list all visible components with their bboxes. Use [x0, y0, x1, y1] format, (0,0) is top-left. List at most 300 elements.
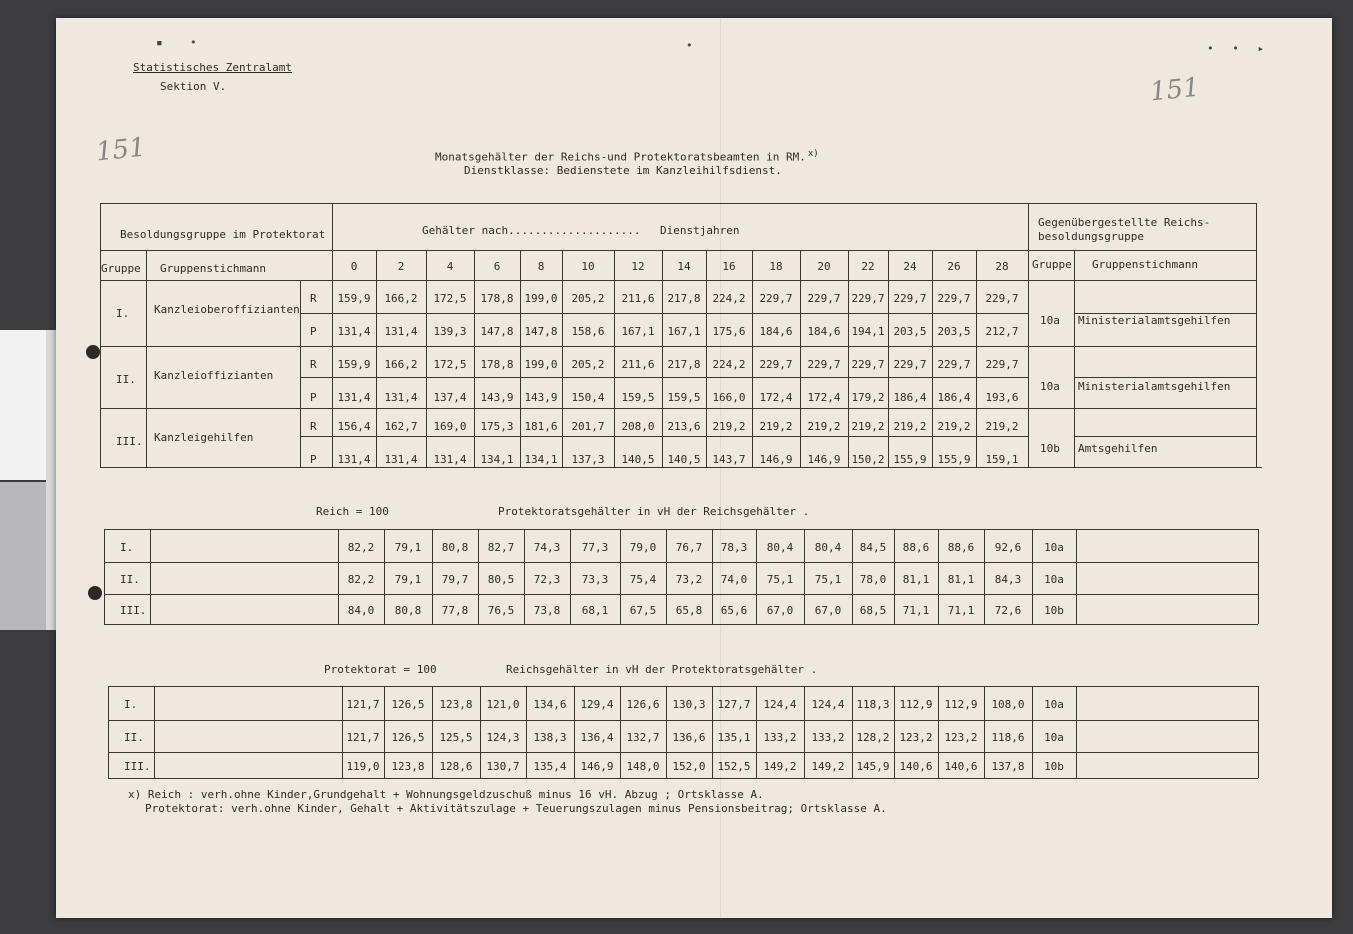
percent-cell: 152,0: [672, 760, 706, 773]
year-header: 8: [537, 260, 545, 273]
percent-cell: 132,7: [626, 731, 660, 744]
table1-header-rule: [100, 250, 1256, 251]
table3-rule: [108, 686, 1258, 687]
percent-cell: 123,8: [391, 760, 425, 773]
salary-cell: 213,6: [667, 420, 701, 433]
percent-cell: 80,8: [441, 540, 469, 554]
salary-cell: 158,6: [571, 325, 605, 338]
table1-salary-header: Gehälter nach....................: [422, 224, 641, 237]
salary-cell: 159,9: [337, 358, 371, 371]
percent-cell: 146,9: [580, 760, 614, 773]
percent-cell: 65,6: [720, 604, 748, 617]
group-name: Kanzleigehilfen: [154, 431, 254, 444]
percent-cell: 80,5: [487, 573, 515, 586]
table3-label: Protektorat = 100: [324, 663, 437, 676]
percent-cell: 140,6: [944, 760, 978, 773]
salary-cell: 159,5: [667, 391, 701, 404]
percent-cell: 135,1: [717, 731, 751, 744]
percent-cell: 129,4: [580, 698, 614, 711]
salary-cell: 224,2: [712, 292, 746, 305]
table1-col-rule: [520, 250, 521, 467]
salary-cell: 219,2: [807, 420, 841, 433]
salary-cell: 229,7: [937, 292, 971, 305]
table2-rule: [104, 624, 1258, 625]
salary-cell: 199,0: [524, 358, 558, 371]
table1-col-rule: [662, 250, 663, 467]
percent-cell: 121,7: [346, 731, 380, 744]
row-label-p: P: [310, 325, 317, 338]
salary-cell: 131,4: [337, 453, 371, 466]
salary-cell: 134,1: [480, 453, 514, 466]
document-subtitle: Dienstklasse: Bedienstete im Kanzleihilfsdienst.: [464, 164, 782, 177]
table2-col-rule: [524, 529, 525, 624]
row-number: I.: [120, 540, 134, 554]
percent-cell: 136,4: [580, 731, 614, 744]
punch-hole-top: [86, 345, 100, 359]
salary-cell: 229,7: [759, 358, 793, 371]
percent-cell: 75,1: [766, 573, 794, 586]
percent-cell: 75,4: [629, 573, 657, 586]
table3-col-rule: [480, 686, 481, 778]
salary-cell: 211,6: [621, 358, 655, 371]
salary-cell: 134,1: [524, 453, 558, 466]
salary-cell: 159,5: [621, 391, 655, 404]
table3-col-rule: [804, 686, 805, 778]
salary-cell: 184,6: [807, 325, 841, 338]
salary-cell: 178,8: [480, 358, 514, 371]
salary-cell: 172,4: [807, 391, 841, 404]
table1-col-rule: [976, 250, 977, 467]
percent-cell: 137,8: [991, 760, 1025, 773]
row-number: III.: [124, 760, 151, 773]
row-label-r: R: [310, 420, 317, 433]
table2-rule: [104, 529, 1258, 530]
group-name: Kanzleioberoffizianten: [154, 303, 300, 316]
percent-cell: 78,0: [859, 573, 887, 586]
table2-col-rule: [894, 529, 895, 624]
salary-cell: 147,8: [480, 325, 514, 338]
salary-cell: 172,4: [759, 391, 793, 404]
percent-cell: 73,3: [581, 573, 609, 586]
year-header: 10: [581, 260, 595, 273]
table1-col-rule: [614, 250, 615, 467]
reich-group: 10a: [1044, 540, 1064, 554]
percent-cell: 65,8: [675, 604, 703, 617]
salary-cell: 179,2: [851, 391, 885, 404]
table1-bottom-rule: [100, 467, 1262, 468]
percent-cell: 121,7: [346, 698, 380, 711]
salary-cell: 131,4: [433, 453, 467, 466]
year-header: 14: [677, 260, 691, 273]
table2-col-rule: [852, 529, 853, 624]
document-title: [435, 150, 819, 163]
table1-col-rule: [332, 203, 333, 467]
table1-rp-rule: [300, 280, 301, 467]
salary-cell: 139,3: [433, 325, 467, 338]
salary-cell: 167,1: [621, 325, 655, 338]
year-header: 16: [722, 260, 736, 273]
salary-cell: 229,7: [893, 358, 927, 371]
table2-col-rule: [804, 529, 805, 624]
percent-cell: 128,2: [856, 731, 890, 744]
table1-col-stichmann: Gruppenstichmann: [160, 262, 266, 275]
table3-col-rule: [384, 686, 385, 778]
salary-cell: 143,9: [524, 391, 558, 404]
speck: •: [190, 36, 197, 49]
percent-cell: 133,2: [811, 731, 845, 744]
table1-col-gruppe: Gruppe: [101, 262, 141, 275]
salary-cell: 175,3: [480, 420, 514, 433]
row-number: II.: [124, 731, 144, 744]
percent-cell: 80,8: [394, 604, 422, 617]
salary-cell: 143,7: [712, 453, 746, 466]
salary-cell: 229,7: [985, 358, 1019, 371]
reich-group-name: Amtsgehilfen: [1078, 442, 1158, 455]
row-label-r: R: [310, 358, 317, 371]
speck: ▪: [156, 36, 163, 49]
percent-cell: 149,2: [811, 760, 845, 773]
salary-cell: 217,8: [667, 358, 701, 371]
percent-cell: 126,6: [626, 698, 660, 711]
table1-col-rule: [426, 250, 427, 467]
salary-cell: 194,1: [851, 325, 885, 338]
table2-col-rule: [756, 529, 757, 624]
year-header: 4: [446, 260, 454, 273]
percent-cell: 152,5: [717, 760, 751, 773]
salary-cell: 169,0: [433, 420, 467, 433]
binder-tab-edge: [46, 330, 56, 630]
salary-cell: 131,4: [384, 453, 418, 466]
percent-cell: 140,6: [899, 760, 933, 773]
percent-cell: 80,4: [814, 540, 842, 554]
salary-cell: 203,5: [937, 325, 971, 338]
reich-group-name: Ministerialamtsgehilfen: [1078, 314, 1231, 327]
table1-group-rule: [100, 408, 1256, 409]
salary-cell: 181,6: [524, 420, 558, 433]
reich-group: 10a: [1044, 573, 1064, 586]
table1-reich-rule: [1074, 250, 1075, 467]
percent-cell: 67,0: [766, 604, 794, 617]
table1-col-rule: [1028, 203, 1029, 467]
percent-cell: 112,9: [899, 698, 933, 711]
table2-label: Reich = 100: [316, 505, 389, 518]
percent-cell: 124,3: [486, 731, 520, 744]
percent-cell: 84,5: [859, 540, 887, 554]
percent-cell: 78,3: [720, 540, 748, 554]
reich-group: 10b: [1044, 760, 1064, 773]
salary-cell: 147,8: [524, 325, 558, 338]
salary-cell: 208,0: [621, 420, 655, 433]
year-header: 28: [995, 260, 1009, 273]
salary-cell: 155,9: [893, 453, 927, 466]
percent-cell: 128,6: [439, 760, 473, 773]
table3-col-rule: [938, 686, 939, 778]
salary-cell: 211,6: [621, 292, 655, 305]
table2-col-rule: [338, 529, 339, 624]
table3-col-rule: [852, 686, 853, 778]
percent-cell: 73,8: [533, 604, 561, 617]
percent-cell: 82,7: [487, 540, 515, 554]
percent-cell: 88,6: [947, 540, 975, 554]
punch-hole-bottom: [88, 586, 102, 600]
percent-cell: 138,3: [533, 731, 567, 744]
percent-cell: 79,7: [441, 573, 469, 586]
percent-cell: 79,1: [394, 573, 422, 586]
percent-cell: 135,4: [533, 760, 567, 773]
office-name: Statistisches Zentralamt: [133, 61, 292, 74]
pencil-number-right: 151: [1148, 72, 1202, 108]
percent-cell: 88,6: [902, 540, 930, 554]
reich-group-name: Ministerialamtsgehilfen: [1078, 380, 1231, 393]
table1-row-rule: [300, 313, 1028, 314]
table3-col-rule: [1032, 686, 1033, 778]
table3-col-rule: [712, 686, 713, 778]
percent-cell: 123,8: [439, 698, 473, 711]
salary-cell: 186,4: [937, 391, 971, 404]
salary-cell: 205,2: [571, 292, 605, 305]
pencil-number-left: 151: [94, 132, 148, 168]
salary-cell: 150,4: [571, 391, 605, 404]
footnote-line-2: Protektorat: verh.ohne Kinder, Gehalt + Aktivitätszulage + Teuerungszulagen minus Pensionsbeitrag; Ortsklasse A.: [145, 802, 887, 815]
salary-cell: 229,7: [893, 292, 927, 305]
percent-cell: 67,5: [629, 604, 657, 617]
salary-cell: 156,4: [337, 420, 371, 433]
table1-reich-header: Gegenübergestellte Reichs-besoldungsgruppe: [1038, 216, 1211, 244]
section-name: Sektion V.: [160, 80, 227, 93]
speck: • • ▸: [1207, 42, 1271, 55]
salary-cell: 159,9: [337, 292, 371, 305]
salary-cell: 203,5: [893, 325, 927, 338]
year-header: 0: [350, 260, 358, 273]
year-header: 20: [817, 260, 831, 273]
table3-rule: [108, 720, 1258, 721]
salary-cell: 155,9: [937, 453, 971, 466]
footnote-line-1: x) Reich : verh.ohne Kinder,Grundgehalt + Wohnungsgeldzuschuß minus 16 vH. Abzug ; Ortsklasse A.: [128, 788, 764, 801]
table1-col-rule: [752, 250, 753, 467]
table1-row-rule: [1074, 436, 1256, 437]
table1-col-rule: [376, 250, 377, 467]
percent-cell: 127,7: [717, 698, 751, 711]
percent-cell: 76,7: [675, 540, 703, 554]
salary-cell: 219,2: [712, 420, 746, 433]
percent-cell: 134,6: [533, 698, 567, 711]
table1-top-rule: [100, 203, 1256, 204]
table2-rule: [104, 562, 1258, 563]
table1-col-rule: [800, 250, 801, 467]
speck: •: [686, 39, 693, 52]
percent-cell: 76,5: [487, 604, 515, 617]
percent-cell: 130,3: [672, 698, 706, 711]
year-header: 24: [903, 260, 917, 273]
reich-group: 10a: [1044, 731, 1064, 744]
reich-group: 10b: [1040, 442, 1060, 455]
table1-row-rule: [300, 436, 1028, 437]
percent-cell: 133,2: [763, 731, 797, 744]
reich-group: 10a: [1040, 380, 1060, 393]
salary-cell: 178,8: [480, 292, 514, 305]
row-label-p: P: [310, 453, 317, 466]
table1-right-rule: [1256, 203, 1257, 467]
table2-col-rule: [938, 529, 939, 624]
table3-rule: [108, 752, 1258, 753]
percent-cell: 149,2: [763, 760, 797, 773]
percent-cell: 84,3: [994, 573, 1022, 586]
table2-col-rule: [1032, 529, 1033, 624]
percent-cell: 72,3: [533, 573, 561, 586]
salary-cell: 229,7: [807, 358, 841, 371]
table2-title: Protektoratsgehälter in vH der Reichsgehälter .: [498, 505, 810, 518]
table2-col-rule: [666, 529, 667, 624]
year-header: 6: [493, 260, 501, 273]
percent-cell: 118,3: [856, 698, 890, 711]
table1-gruppe-rule: [146, 250, 147, 467]
salary-cell: 150,2: [851, 453, 885, 466]
salary-cell: 131,4: [337, 325, 371, 338]
table2-name-rule: [150, 529, 151, 624]
percent-cell: 125,5: [439, 731, 473, 744]
percent-cell: 126,5: [391, 731, 425, 744]
percent-cell: 84,0: [347, 604, 375, 617]
table3-reich-rule: [1076, 686, 1077, 778]
percent-cell: 68,5: [859, 604, 887, 617]
table3-col-rule: [342, 686, 343, 778]
salary-cell: 172,5: [433, 358, 467, 371]
table3-col-rule: [620, 686, 621, 778]
salary-cell: 131,4: [384, 325, 418, 338]
percent-cell: 71,1: [902, 604, 930, 617]
table1-col-rule: [474, 250, 475, 467]
salary-cell: 229,7: [985, 292, 1019, 305]
salary-cell: 172,5: [433, 292, 467, 305]
salary-cell: 229,7: [807, 292, 841, 305]
table2-col-rule: [570, 529, 571, 624]
table3-title: Reichsgehälter in vH der Protektoratsgehälter .: [506, 663, 818, 676]
salary-cell: 186,4: [893, 391, 927, 404]
table1-col-stichmann-reich: Gruppenstichmann: [1092, 258, 1198, 271]
table3-col-rule: [666, 686, 667, 778]
table1-col-rule: [888, 250, 889, 467]
row-number: I.: [124, 698, 138, 711]
salary-cell: 212,7: [985, 325, 1019, 338]
percent-cell: 124,4: [763, 698, 797, 711]
salary-cell: 219,2: [937, 420, 971, 433]
percent-cell: 68,1: [581, 604, 609, 617]
row-label-p: P: [310, 391, 317, 404]
salary-cell: 146,9: [759, 453, 793, 466]
percent-cell: 77,8: [441, 604, 469, 617]
table3-col-rule: [984, 686, 985, 778]
percent-cell: 73,2: [675, 573, 703, 586]
row-number: II.: [120, 573, 140, 586]
table2-col-rule: [432, 529, 433, 624]
percent-cell: 92,6: [994, 540, 1022, 554]
percent-cell: 82,2: [347, 573, 375, 586]
table2-col-rule: [984, 529, 985, 624]
year-header: 26: [947, 260, 961, 273]
year-header: 12: [631, 260, 645, 273]
salary-cell: 224,2: [712, 358, 746, 371]
binder-tab-white: [0, 330, 46, 480]
salary-cell: 199,0: [524, 292, 558, 305]
table1-years-rule: [100, 280, 1256, 281]
salary-cell: 217,8: [667, 292, 701, 305]
percent-cell: 75,1: [814, 573, 842, 586]
percent-cell: 74,0: [720, 573, 748, 586]
salary-cell: 137,3: [571, 453, 605, 466]
salary-cell: 229,7: [851, 292, 885, 305]
table1-col-rule: [848, 250, 849, 467]
percent-cell: 136,6: [672, 731, 706, 744]
table3-col-rule: [432, 686, 433, 778]
percent-cell: 145,9: [856, 760, 890, 773]
salary-cell: 219,2: [985, 420, 1019, 433]
table2-reich-rule: [1076, 529, 1077, 624]
table2-col-rule: [478, 529, 479, 624]
reich-group: 10a: [1040, 314, 1060, 327]
salary-cell: 205,2: [571, 358, 605, 371]
reich-group: 10a: [1044, 698, 1064, 711]
year-header: 18: [769, 260, 783, 273]
table1-col-rule: [932, 250, 933, 467]
group-number: II.: [116, 373, 136, 386]
table2-rule: [104, 594, 1258, 595]
year-header: 22: [861, 260, 875, 273]
table1-group-header: Besoldungsgruppe im Protektorat: [120, 228, 326, 241]
salary-cell: 193,6: [985, 391, 1019, 404]
percent-cell: 79,0: [629, 540, 657, 554]
row-number: III.: [120, 604, 147, 617]
salary-cell: 146,9: [807, 453, 841, 466]
percent-cell: 118,6: [991, 731, 1025, 744]
salary-cell: 219,2: [759, 420, 793, 433]
salary-cell: 137,4: [433, 391, 467, 404]
percent-cell: 126,5: [391, 698, 425, 711]
percent-cell: 108,0: [991, 698, 1025, 711]
table1-left-rule: [100, 203, 101, 467]
table1-years-header: Dienstjahren: [660, 224, 740, 237]
table2-right-rule: [1258, 529, 1259, 624]
table3-left-rule: [108, 686, 109, 778]
salary-cell: 229,7: [759, 292, 793, 305]
salary-cell: 131,4: [337, 391, 371, 404]
salary-cell: 167,1: [667, 325, 701, 338]
salary-cell: 184,6: [759, 325, 793, 338]
salary-cell: 162,7: [384, 420, 418, 433]
table2-col-rule: [384, 529, 385, 624]
document-title-text: Monatsgehälter der Reichs-und Protektoratsbeamten in RM.: [435, 150, 806, 164]
percent-cell: 124,4: [811, 698, 845, 711]
table1-row-rule: [300, 377, 1028, 378]
table3-col-rule: [574, 686, 575, 778]
percent-cell: 112,9: [944, 698, 978, 711]
percent-cell: 82,2: [347, 540, 375, 554]
salary-cell: 166,0: [712, 391, 746, 404]
table1-col-rule: [706, 250, 707, 467]
salary-cell: 166,2: [384, 292, 418, 305]
salary-cell: 229,7: [937, 358, 971, 371]
percent-cell: 123,2: [899, 731, 933, 744]
table2-col-rule: [712, 529, 713, 624]
table1-group-rule: [100, 346, 1256, 347]
salary-cell: 201,7: [571, 420, 605, 433]
salary-cell: 175,6: [712, 325, 746, 338]
table3-col-rule: [526, 686, 527, 778]
binder-tab-grey: [0, 482, 46, 630]
percent-cell: 148,0: [626, 760, 660, 773]
percent-cell: 130,7: [486, 760, 520, 773]
percent-cell: 71,1: [947, 604, 975, 617]
group-number: I.: [116, 307, 130, 320]
